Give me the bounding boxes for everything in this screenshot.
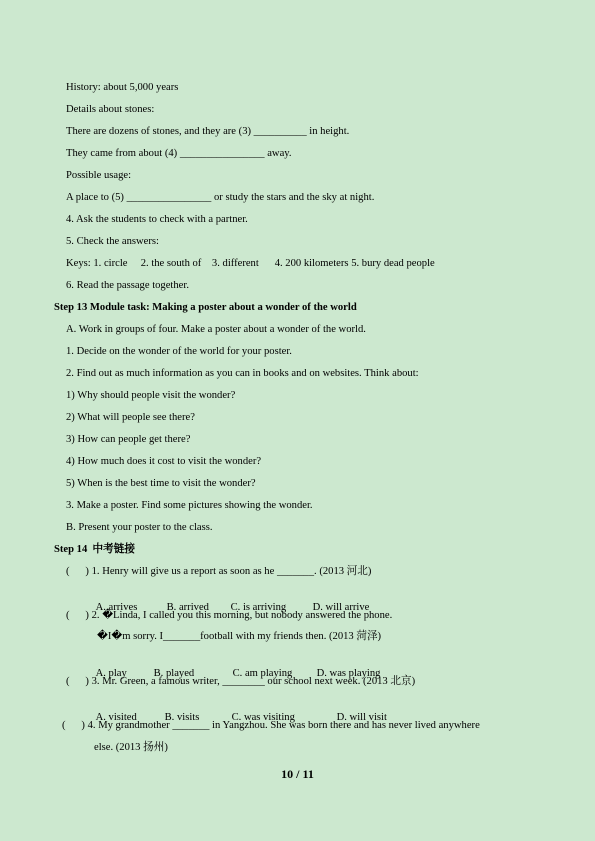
text-line: 5) When is the best time to visit the wonder? bbox=[66, 478, 256, 489]
step14-heading: Step 14 中考链接 bbox=[54, 544, 135, 555]
text-line: 1. Decide on the wonder of the world for your poster. bbox=[66, 346, 292, 357]
text-line: They came from about (4) ________________ away. bbox=[66, 148, 292, 159]
page-number: 10 / 11 bbox=[281, 767, 314, 781]
option-b: B. visits bbox=[164, 712, 200, 723]
text-line: 4) How much does it cost to visit the wonder? bbox=[66, 456, 262, 467]
option-c: C. is arriving bbox=[230, 602, 287, 613]
question-2: ( ) 2. �Linda, I called you this morning, but nobody answered the phone. bbox=[66, 610, 393, 621]
text-line: Details about stones: bbox=[66, 104, 155, 115]
text-line: 1) Why should people visit the wonder? bbox=[66, 390, 236, 401]
text-line: History: about 5,000 years bbox=[66, 82, 179, 93]
text-line: A. Work in groups of four. Make a poster about a wonder of the world. bbox=[66, 324, 366, 335]
option-d: D. will visit bbox=[336, 712, 387, 723]
option-c: C. was visiting bbox=[231, 712, 295, 723]
option-a: A. visited bbox=[95, 712, 137, 723]
option-d: D. will arrive bbox=[312, 602, 370, 613]
text-line: 6. Read the passage together. bbox=[66, 280, 189, 291]
text-line: 5. Check the answers: bbox=[66, 236, 159, 247]
option-b: B. arrived bbox=[166, 602, 209, 613]
text-line: A place to (5) ________________ or study the stars and the sky at night. bbox=[66, 192, 375, 203]
option-d: D. was playing bbox=[316, 668, 381, 679]
text-line: 3. Make a poster. Find some pictures showing the wonder. bbox=[66, 500, 313, 511]
question-1: ( ) 1. Henry will give us a report as soon as he _______. (2013 河北) bbox=[66, 566, 372, 577]
question-4: ( ) 4. My grandmother _______ in Yangzhou. She was born there and has never lived anywhere bbox=[62, 720, 480, 731]
text-line: Possible usage: bbox=[66, 170, 132, 181]
question-2-continued: �I�m sorry. I_______football with my friends then. (2013 菏泽) bbox=[97, 631, 382, 642]
option-b: B. played bbox=[153, 668, 195, 679]
option-a: A. arrives bbox=[95, 602, 138, 613]
text-line: 2) What will people see there? bbox=[66, 412, 195, 423]
question-3: ( ) 3. Mr. Green, a famous writer, ________ our school next week. (2013 北京) bbox=[66, 676, 416, 687]
text-line: There are dozens of stones, and they are (3) __________ in height. bbox=[66, 126, 350, 137]
text-line: 3) How can people get there? bbox=[66, 434, 191, 445]
text-line: 4. Ask the students to check with a partner. bbox=[66, 214, 248, 225]
question-4-continued: else. (2013 扬州) bbox=[94, 742, 168, 753]
answer-keys: Keys: 1. circle 2. the south of 3. different 4. 200 kilometers 5. bury dead people bbox=[66, 258, 435, 269]
text-line: 2. Find out as much information as you can in books and on websites. Think about: bbox=[66, 368, 419, 379]
text-line: B. Present your poster to the class. bbox=[66, 522, 213, 533]
option-c: C. am playing bbox=[232, 668, 293, 679]
option-a: A. play bbox=[95, 668, 127, 679]
step13-heading: Step 13 Module task: Making a poster about a wonder of the world bbox=[54, 302, 357, 313]
